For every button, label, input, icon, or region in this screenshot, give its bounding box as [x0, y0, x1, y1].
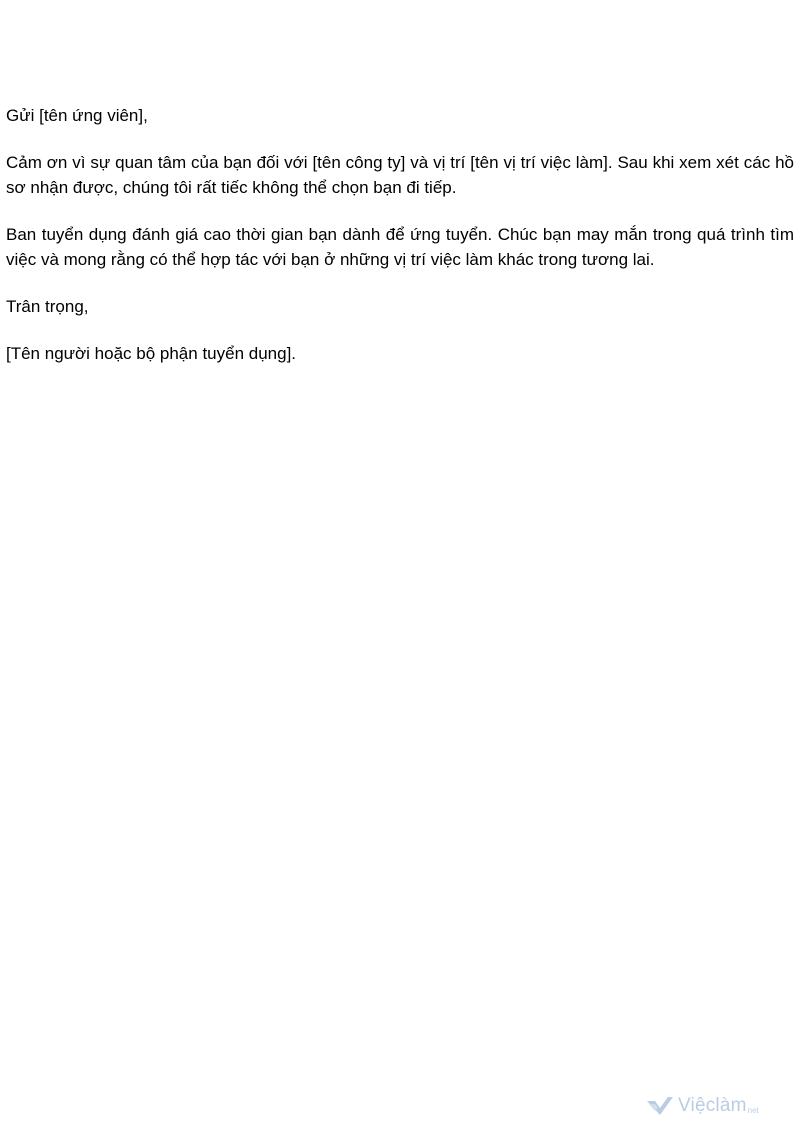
signature: [Tên người hoặc bộ phận tuyển dụng]. — [6, 344, 297, 363]
checkmark-logo-icon — [646, 1095, 674, 1117]
letter-body — [6, 103, 794, 388]
salutation: Gửi [tên ứng viên], — [6, 106, 148, 125]
watermark-logo — [646, 1093, 759, 1119]
paragraph-2: Ban tuyển dụng đánh giá cao thời gian bạn dành để ứng tuyển. Chúc bạn may mắn trong quá trình tìm việc và mong rằng có thể hợp tác với bạn ở những vị trí việc làm khác trong tương lai. — [6, 225, 794, 269]
watermark-suffix: net — [747, 1105, 759, 1115]
closing: Trân trọng, — [6, 297, 89, 316]
paragraph-1: Cảm ơn vì sự quan tâm của bạn đối với [tên công ty] và vị trí [tên vị trí việc làm]. Sau khi xem xét các hồ sơ nhận được, chúng tôi rất tiếc không thể chọn bạn đi tiếp. — [6, 153, 794, 197]
watermark-brand: Việclàm — [678, 1095, 747, 1116]
